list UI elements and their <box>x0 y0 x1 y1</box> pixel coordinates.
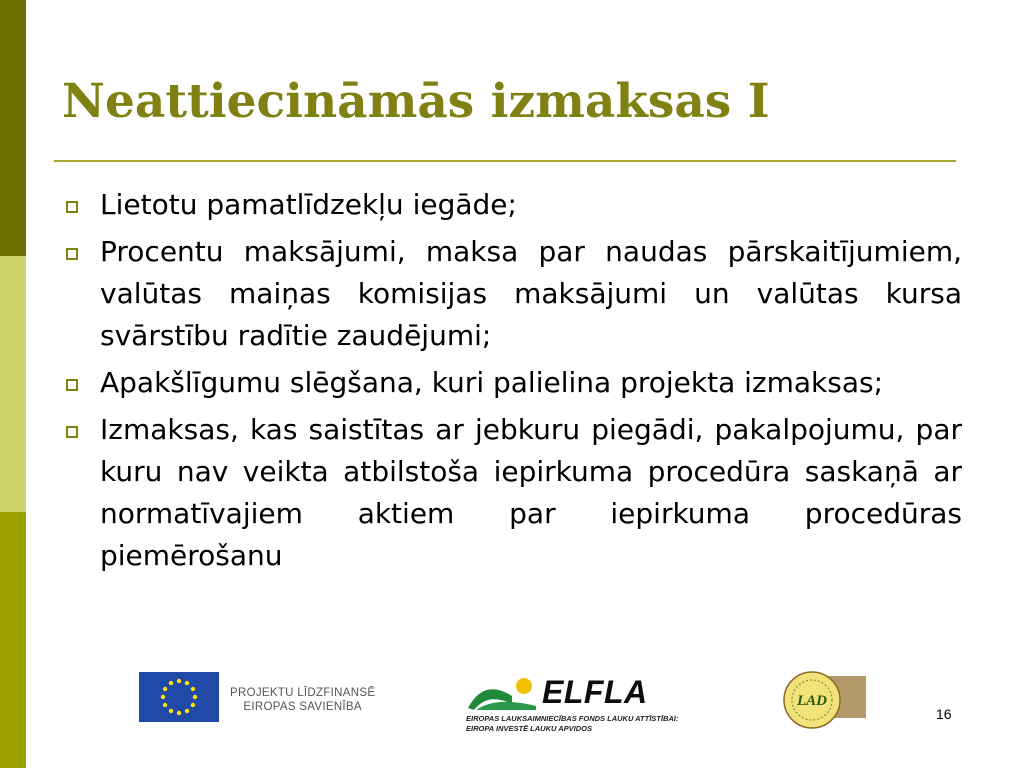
eu-flag-icon <box>139 672 219 722</box>
sidebar-light-band <box>0 256 26 512</box>
title-divider <box>54 160 956 162</box>
bullet-text: Lietotu pamatlīdzekļu iegāde; <box>100 188 517 221</box>
bullet-item <box>66 362 962 404</box>
bullet-list <box>66 184 962 582</box>
bullet-item <box>66 231 962 357</box>
elfla-tagline: EIROPAS LAUKSAIMNIECĪBAS FONDS LAUKU ATTĪSTĪBAI: EIROPA INVESTĒ LAUKU APVIDOS <box>466 714 679 733</box>
elfla-wordmark: ELFLA <box>542 674 648 710</box>
eu-cofinance-text: PROJEKTU LĪDZFINANSĒ EIROPAS SAVIENĪBA <box>230 687 376 713</box>
bullet-text: Apakšlīgumu slēgšana, kuri palielina projekta izmaksas; <box>100 366 884 399</box>
square-bullet-icon <box>66 201 78 213</box>
lad-text: LAD <box>797 693 827 709</box>
square-bullet-icon <box>66 426 78 438</box>
bullet-text: Procentu maksājumi, maksa par naudas pārskaitījumiem, valūtas maiņas komisijas maksājumi un valūtas kursa svārstību radītie zaudējumi; <box>100 235 962 352</box>
page-number: 16 <box>936 706 952 722</box>
elfla-logo <box>466 668 726 732</box>
bullet-item <box>66 409 962 577</box>
footer-logos <box>0 660 1024 768</box>
lad-logo <box>778 670 868 730</box>
square-bullet-icon <box>66 248 78 260</box>
square-bullet-icon <box>66 379 78 391</box>
elfla-swoosh-icon <box>466 674 546 714</box>
slide-title: Neattiecināmās izmaksas I <box>62 74 770 129</box>
sidebar-dark-band <box>0 0 26 256</box>
bullet-text: Izmaksas, kas saistītas ar jebkuru piegādi, pakalpojumu, par kuru nav veikta atbilstoša iepirkuma procedūra saskaņā ar normatīvajiem aktiem par iepirkuma procedūras piemērošanu <box>100 413 962 572</box>
bullet-item <box>66 184 962 226</box>
